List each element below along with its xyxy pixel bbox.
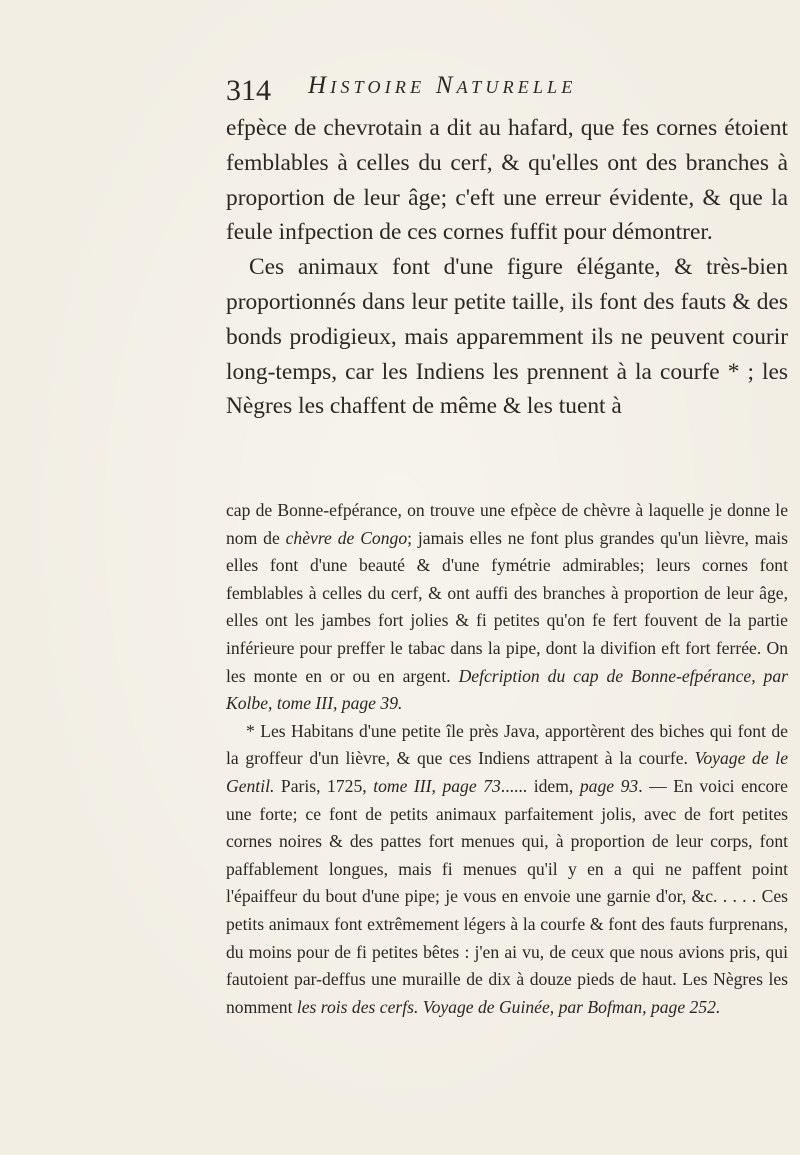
footnote-citation: page 93: [579, 775, 639, 796]
footnote-citation: Defcription du cap de Bonne-efpérance, par Kolbe, tome III, page 39.: [226, 665, 789, 714]
footnote-citation: Voyage de le Gentil.: [226, 748, 789, 796]
running-title: Histoire Naturelle: [308, 72, 577, 99]
footnote-text: ...... idem,: [500, 775, 580, 796]
page-header: [226, 72, 786, 112]
footnotes: [226, 497, 788, 1021]
footnote-italic: chèvre de Congo: [285, 527, 408, 548]
footnote-text: * Les Habitans d'une petite île près Java, apportèrent des biches qui font de la groffeur d'un lièvre, & que ces Indiens attrapent à la courfe.: [226, 720, 788, 769]
footnote-text: ; jamais elles ne font plus grandes qu'un lièvre, mais elles font d'une beauté & d'une fymétrie admirables; leurs cornes font femblables à celles du cerf, & ont auffi des branches à proportion de leur âge, elles ont les jambes fort jolies & fi petites qu'on fe fert fouvent de la partie inférieure pour preffer le tabac dans la pipe, dont la divifion eft fort ferrée. On les monte en or ou en argent.: [226, 527, 788, 686]
footnote-citation: les rois des cerfs. Voyage de Guinée, par Bofman, page 252.: [296, 996, 721, 1017]
footnote-continuation: [226, 497, 788, 718]
paragraph-continuation: efpèce de chevrotain a dit au hafard, que fes cornes étoient femblables à celles du cerf, & qu'elles ont des branches à proportion de leur âge; c'eft une erreur évidente, & que la feule infpection de ces cornes fuffit pour démontrer.: [226, 115, 788, 246]
footnote-text: Paris, 1725,: [274, 775, 374, 796]
footnote-text: cap de Bonne-efpérance, on trouve une efpèce de chèvre à laquelle je donne le nom de: [226, 500, 788, 548]
paragraph-animals: Ces animaux font d'une figure élégante, & très-bien proportionnés dans leur petite taille, ils font des fauts & des bonds prodigieux, mais apparemment ils ne peuvent courir long-temps, car les Indiens les prennent à la courfe * ; les Nègres les chaffent de même & les tuent à: [226, 254, 788, 420]
page-number: 314: [226, 74, 271, 107]
main-text: [226, 111, 788, 424]
footnote-star: [226, 718, 788, 1022]
footnote-citation: tome III, page 73: [373, 775, 501, 796]
footnote-text: . — En voici encore une forte; ce font de petits animaux parfaitement jolis, avec de fort petites cornes noires & des pattes fort menues qui, à proportion de leur corps, font paffablement longues, mais fi menues qu'il y en a qui ne paffent point l'épaiffeur du bout d'une pipe; je vous en envoie une garnie d'or, &c. . . . . Ces petits animaux font extrêmement légers à la courfe & font des fauts furprenans, du moins pour de fi petites bêtes : j'en ai vu, de ceux que nous avions pris, qui fautoient par-deffus une muraille de dix à douze pieds de haut. Les Nègres les nomment: [226, 775, 788, 1017]
